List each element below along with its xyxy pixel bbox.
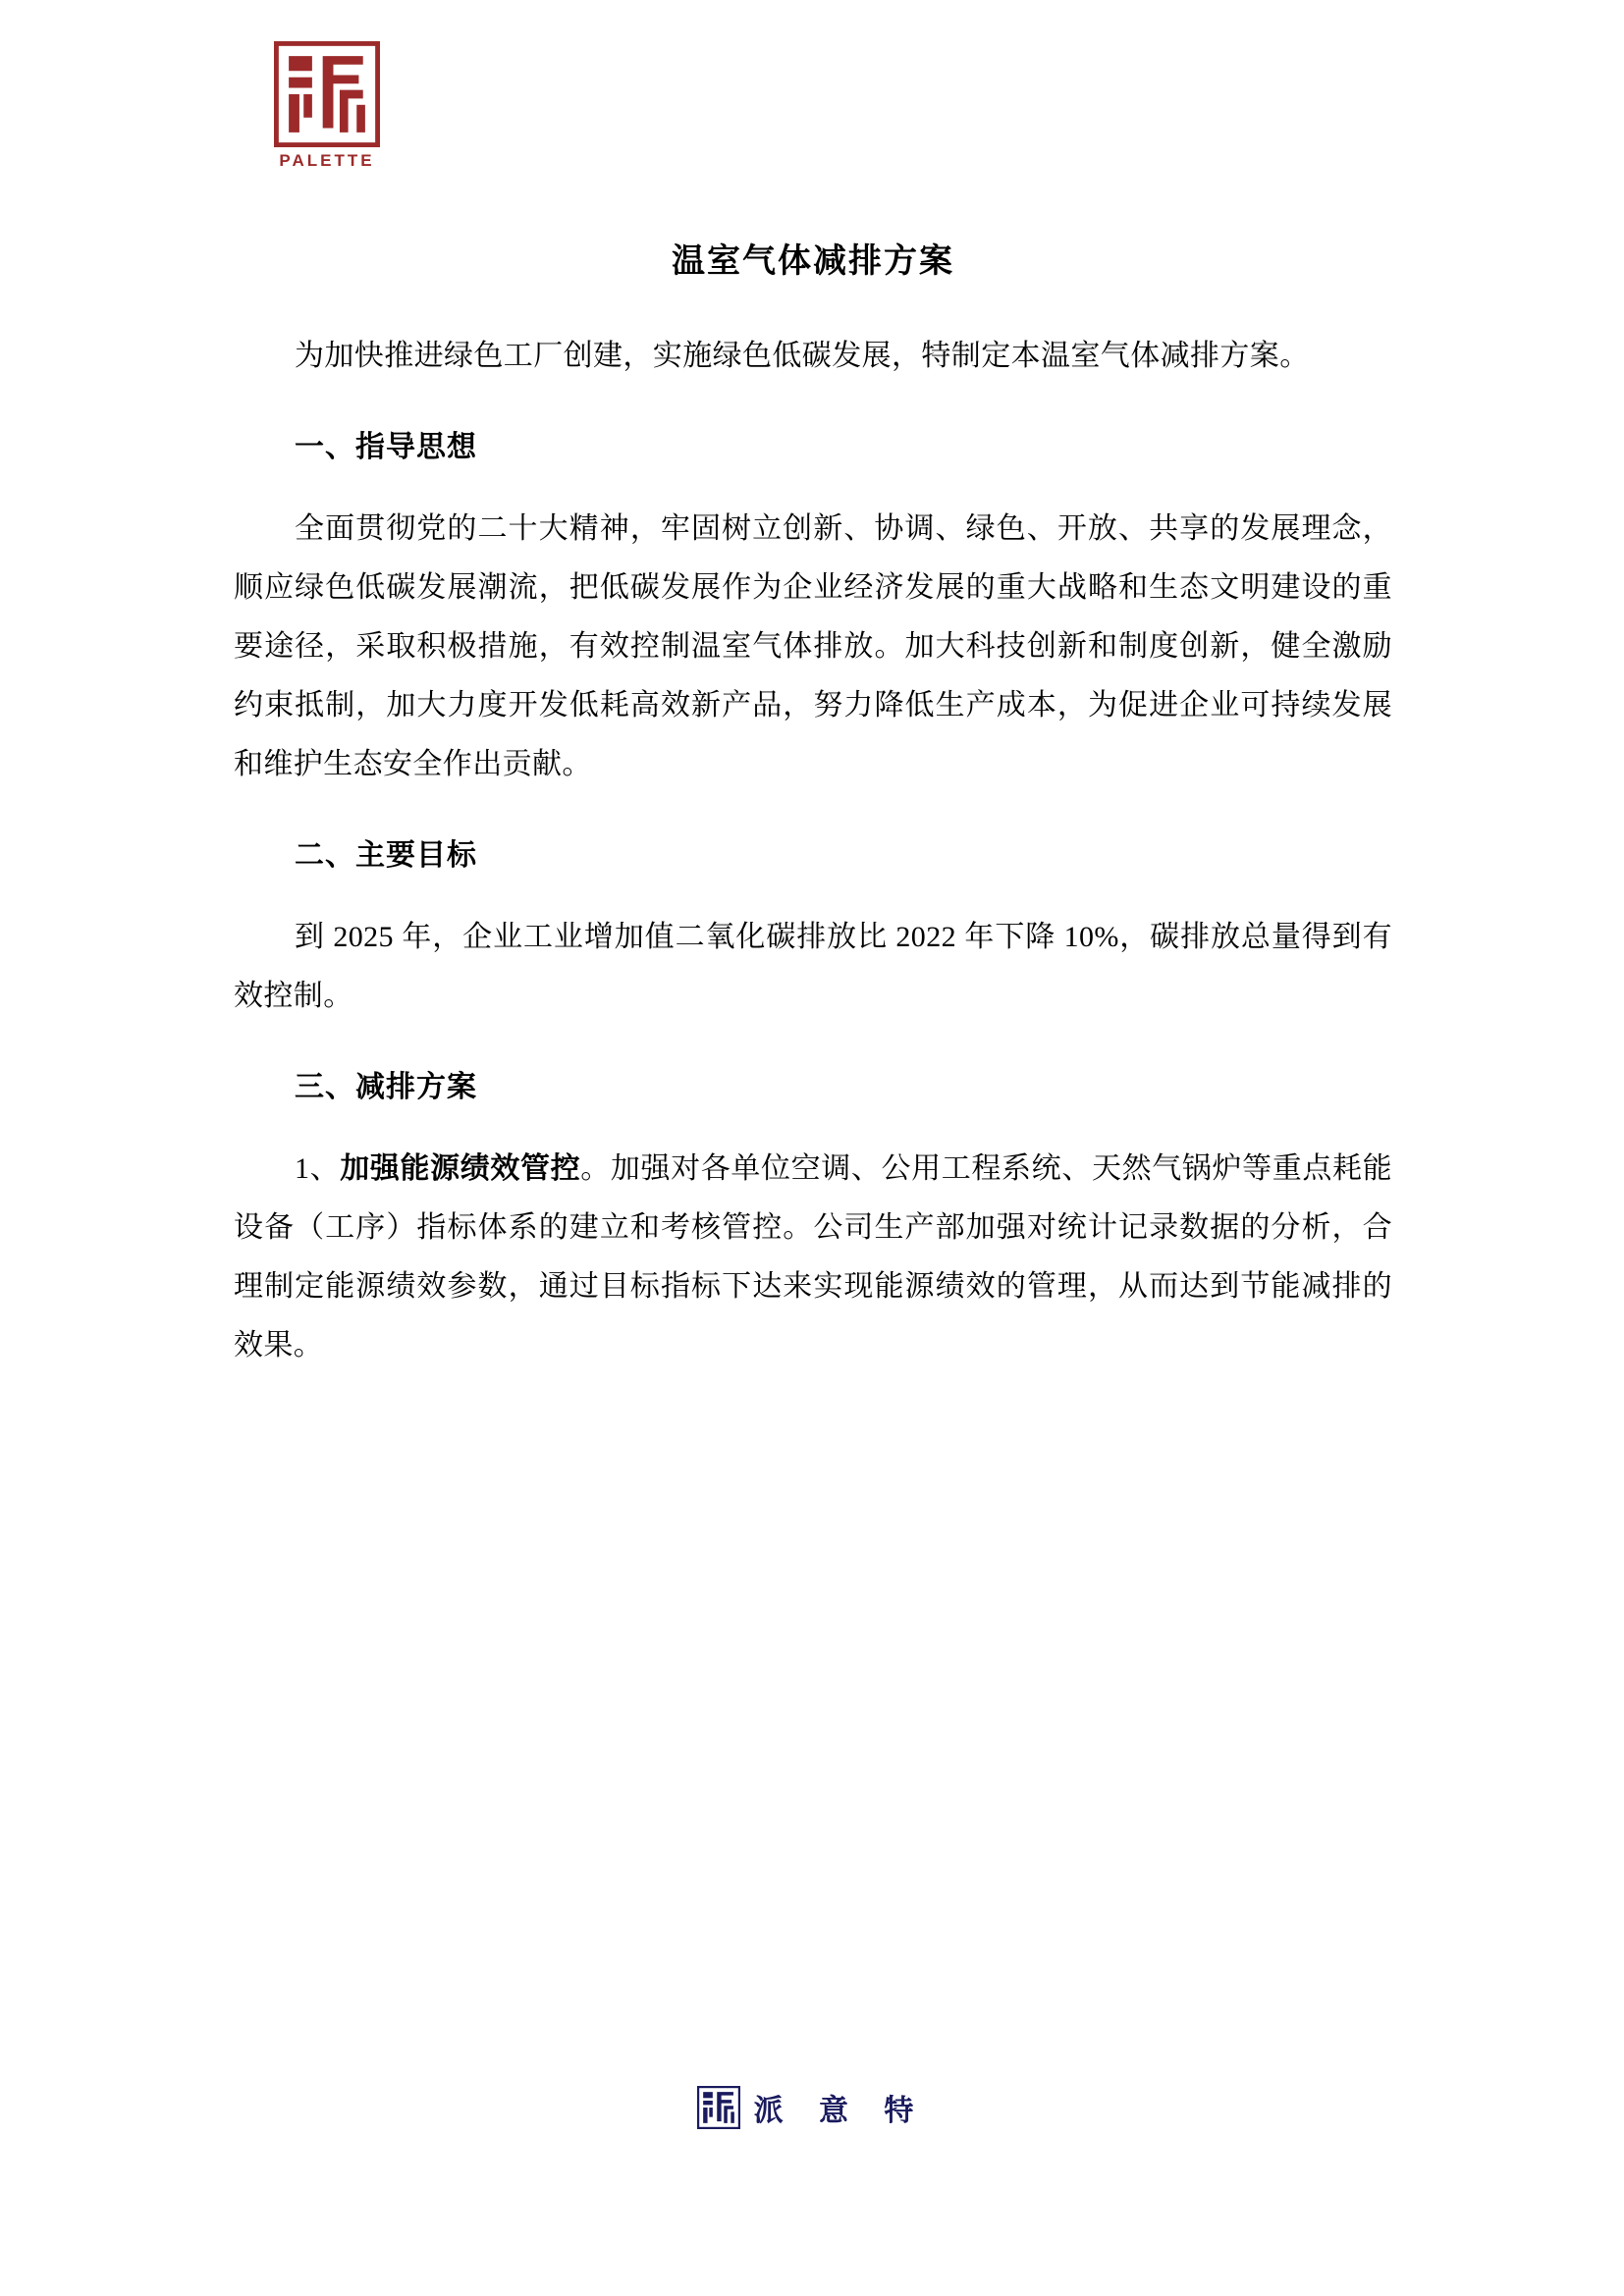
list-item-body: 。加强对各单位空调、公用工程系统、天然气锅炉等重点耗能设备（工序）指标体系的建立和考核管控。公司生产部加强对统计记录数据的分析，合理制定能源绩效参数，通过目标指标下达来实现能源绩效的管理，从而达到节能减排的效果。 (234, 1152, 1392, 1362)
document-content (234, 234, 1392, 1401)
intro-paragraph: 为加快推进绿色工厂创建，实施绿色低碳发展，特制定本温室气体减排方案。 (295, 340, 1310, 372)
section-heading-3: 三、减排方案 (295, 1071, 477, 1103)
section-heading-1: 一、指导思想 (295, 431, 477, 463)
list-item-lead: 加强能源绩效管控 (340, 1152, 581, 1185)
footer-brand-text: 派 意 特 (753, 2095, 928, 2127)
section-body-2: 到 2025 年，企业工业增加值二氧化碳排放比 2022 年下降 10%，碳排放总量得到有效控制。 (234, 921, 1392, 1012)
list-item-number: 1、 (295, 1152, 341, 1185)
logo-wordmark: PALETTE (279, 151, 375, 170)
palette-seal-logo-icon (274, 41, 380, 147)
header-logo (253, 41, 401, 171)
section-heading-2: 二、主要目标 (295, 839, 477, 872)
palette-seal-logo-icon (697, 2086, 740, 2129)
page-title: 温室气体减排方案 (672, 243, 954, 280)
section-body-1: 全面贯彻党的二十大精神，牢固树立创新、协调、绿色、开放、共享的发展理念，顺应绿色低碳发展潮流，把低碳发展作为企业经济发展的重大战略和生态文明建设的重要途径，采取积极措施，有效控制温室气体排放。加大科技创新和制度创新，健全激励约束抵制，加大力度开发低耗高效新产品，努力降低生产成本，为促进企业可持续发展和维护生态安全作出贡献。 (234, 512, 1392, 780)
footer (0, 2086, 1624, 2129)
section-body-3 (234, 1140, 1392, 1375)
